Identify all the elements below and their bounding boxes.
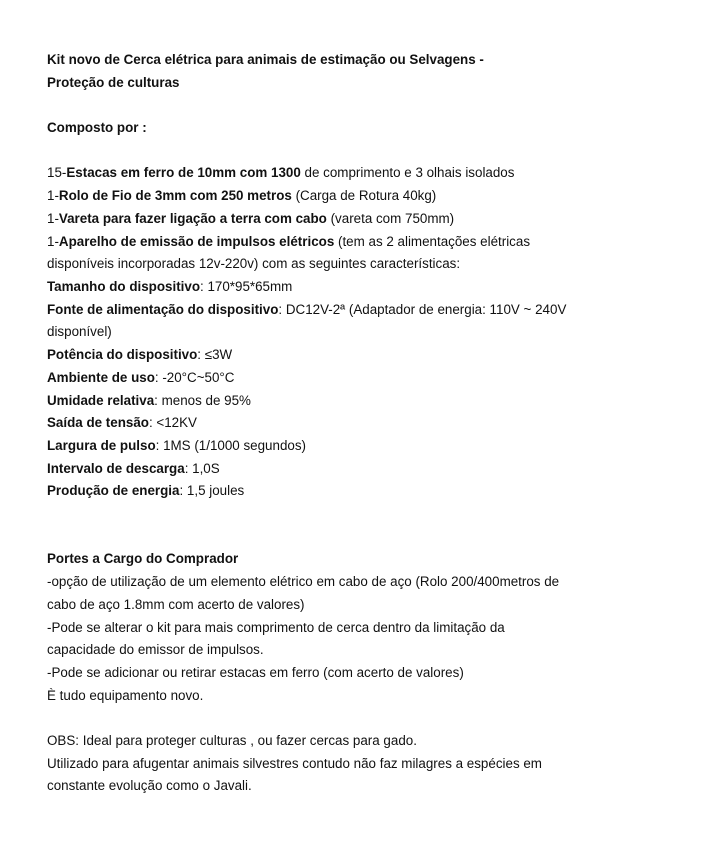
composition-item: 1-Vareta para fazer ligação a terra com cabo (vareta com 750mm) [47,210,455,226]
shipping-heading: Portes a Cargo do Comprador [47,551,239,567]
composition-item: 1-Rolo de Fio de 3mm com 250 metros (Carga de Rotura 40kg) [47,188,437,204]
spec-power-supply-continued: disponível) [47,324,112,340]
spec-power: Potência do dispositivo: ≤3W [47,347,233,363]
shipping-line: -opção de utilização de um elemento elétrico em cabo de aço (Rolo 200/400metros de [47,574,560,590]
spec-power-supply: Fonte de alimentação do dispositivo: DC12V-2ª (Adaptador de energia: 110V ~ 240V [47,301,567,317]
spec-energy-output: Produção de energia: 1,5 joules [47,483,245,499]
shipping-line: cabo de aço 1.8mm com acerto de valores) [47,596,305,612]
composition-item: 1-Aparelho de emissão de impulsos elétricos (tem as 2 alimentações elétricas [47,233,531,249]
spec-size: Tamanho do dispositivo: 170*95*65mm [47,279,293,294]
composition-item: 15-Estacas em ferro de 10mm com 1300 de comprimento e 3 olhais isolados [47,165,515,181]
title-line-2: Proteção de culturas [47,74,180,90]
spec-environment: Ambiente de uso: -20°C~50°C [47,369,235,385]
spec-humidity: Umidade relativa: menos de 95% [47,392,251,408]
notes-line: constante evolução como o Javali. [47,778,252,794]
spec-discharge-interval: Intervalo de descarga: 1,0S [47,460,220,476]
shipping-line: capacidade do emissor de impulsos. [47,642,264,658]
shipping-line: È tudo equipamento novo. [47,687,204,703]
shipping-line: -Pode se adicionar ou retirar estacas em ferro (com acerto de valores) [47,664,464,680]
composition-heading: Composto por : [47,120,147,136]
notes-line: Utilizado para afugentar animais silvestres contudo não faz milagres a espécies em [47,755,542,771]
shipping-line: -Pode se alterar o kit para mais comprimento de cerca dentro da limitação da [47,619,505,635]
notes-line: OBS: Ideal para proteger culturas , ou fazer cercas para gado. [47,733,417,749]
spec-pulse-width: Largura de pulso: 1MS (1/1000 segundos) [47,437,307,453]
product-description [47,49,687,798]
title-line-1: Kit novo de Cerca elétrica para animais de estimação ou Selvagens - [47,52,484,67]
spec-voltage-output: Saída de tensão: <12KV [47,415,197,431]
composition-item-continued: disponíveis incorporadas 12v-220v) com as seguintes características: [47,256,461,272]
